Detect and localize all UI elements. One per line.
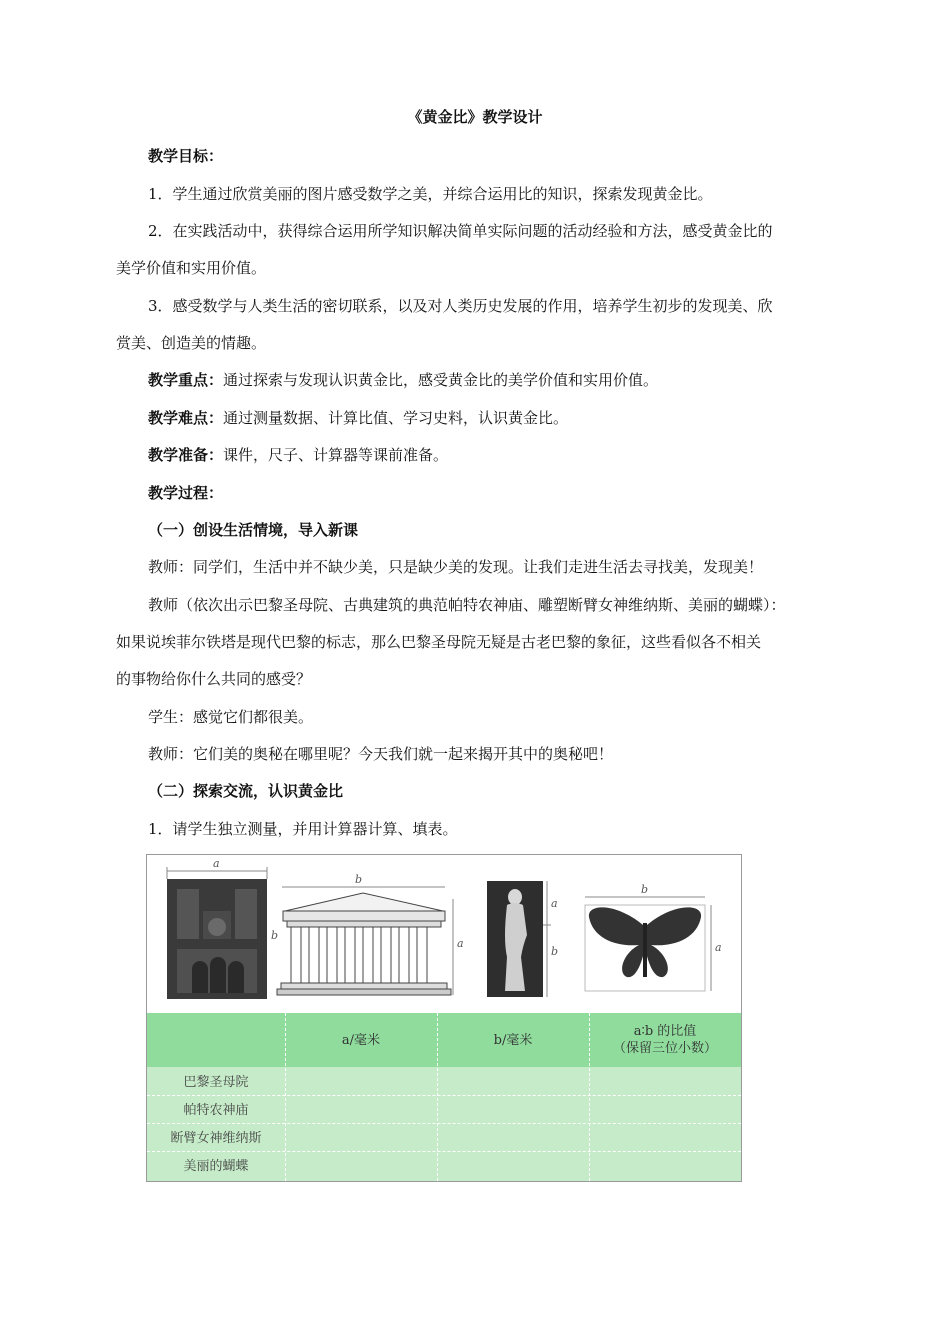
key-point (148, 370, 888, 390)
svg-text:a: a (551, 897, 558, 910)
table-row-label: 帕特农神庙 (183, 1103, 249, 1118)
key-label: 教学重点： (148, 371, 224, 389)
key-text: 通过探索与发现认识黄金比，感受黄金比的美学价值和实用价值。 (223, 371, 659, 389)
svg-text:b: b (355, 873, 363, 886)
paragraph-1: 教师：同学们，生活中并不缺少美，只是缺少美的发现。让我们走进生活去寻找美，发现美！ (148, 558, 764, 576)
task-1: 1．请学生独立测量，并用计算器计算、填表。 (148, 820, 458, 838)
svg-text:a: a (213, 857, 220, 870)
paragraph-3: 学生：感觉它们都很美。 (148, 708, 314, 726)
header-a-mm: a/毫米 (341, 1032, 381, 1048)
paragraph-2-line-2: 如果说埃菲尔铁塔是现代巴黎的标志，那么巴黎圣母院无疑是古老巴黎的象征，这些看似各不相关 (116, 633, 762, 651)
paragraph-4: 教师：它们美的奥秘在哪里呢？今天我们就一起来揭开其中的奥秘吧！ (148, 745, 614, 763)
goal-3-line-1: 3．感受数学与人类生活的密切联系，以及对人类历史发展的作用，培养学生初步的发现美、欣 (148, 297, 773, 315)
page-title: 《黄金比》教学设计 (407, 108, 543, 126)
measurement-figure (146, 854, 742, 1182)
measurement-table (147, 1013, 741, 1181)
svg-text:b: b (551, 945, 559, 958)
svg-text:b: b (271, 929, 279, 942)
table-row-label: 美丽的蝴蝶 (183, 1159, 249, 1174)
header-b-mm: b/毫米 (493, 1032, 533, 1048)
parthenon-image (271, 873, 464, 995)
goal-2-line-2: 美学价值和实用价值。 (116, 259, 267, 277)
difficulty-text: 通过测量数据、计算比值、学习史料，认识黄金比。 (223, 409, 569, 427)
goal-1: 1．学生通过欣赏美丽的图片感受数学之美，并综合运用比的知识，探索发现黄金比。 (148, 185, 713, 203)
prep-text: 课件，尺子、计算器等课前准备。 (223, 446, 449, 464)
goal-3-line-2: 赏美、创造美的情趣。 (116, 334, 267, 352)
table-row-label: 巴黎圣母院 (183, 1075, 249, 1090)
process-heading: 教学过程： (148, 484, 224, 502)
difficulty-label: 教学难点： (148, 409, 224, 427)
svg-text:a: a (457, 937, 464, 950)
venus-statue-image (487, 881, 558, 997)
table-row-label: 断臂女神维纳斯 (170, 1131, 262, 1146)
header-ratio-line-1: a∶b 的比值 (633, 1024, 697, 1039)
header-ratio-line-2: （保留三位小数） (612, 1041, 717, 1056)
paragraph-2-line-3: 的事物给你什么共同的感受？ (116, 670, 312, 688)
svg-text:a: a (715, 941, 722, 954)
paragraph-2-line-1: 教师（依次出示巴黎圣母院、古典建筑的典范帕特农神庙、雕塑断臂女神维纳斯、美丽的蝴蝶）： (148, 596, 786, 614)
goals-heading: 教学目标： (148, 147, 224, 165)
prep-label: 教学准备： (148, 446, 224, 464)
preparation (148, 445, 888, 465)
header-ratio (589, 1013, 741, 1067)
section-2-heading: （二）探索交流，认识黄金比 (148, 782, 344, 800)
notre-dame-image (167, 857, 267, 999)
svg-text:b: b (641, 883, 649, 896)
difficulty (148, 408, 888, 428)
goal-2-line-1: 2．在实践活动中，获得综合运用所学知识解决简单实际问题的活动经验和方法，感受黄金比的 (148, 222, 773, 240)
landmark-pictures (147, 855, 741, 1013)
section-1-heading: （一）创设生活情境，导入新课 (148, 521, 359, 539)
butterfly-image (585, 883, 722, 991)
